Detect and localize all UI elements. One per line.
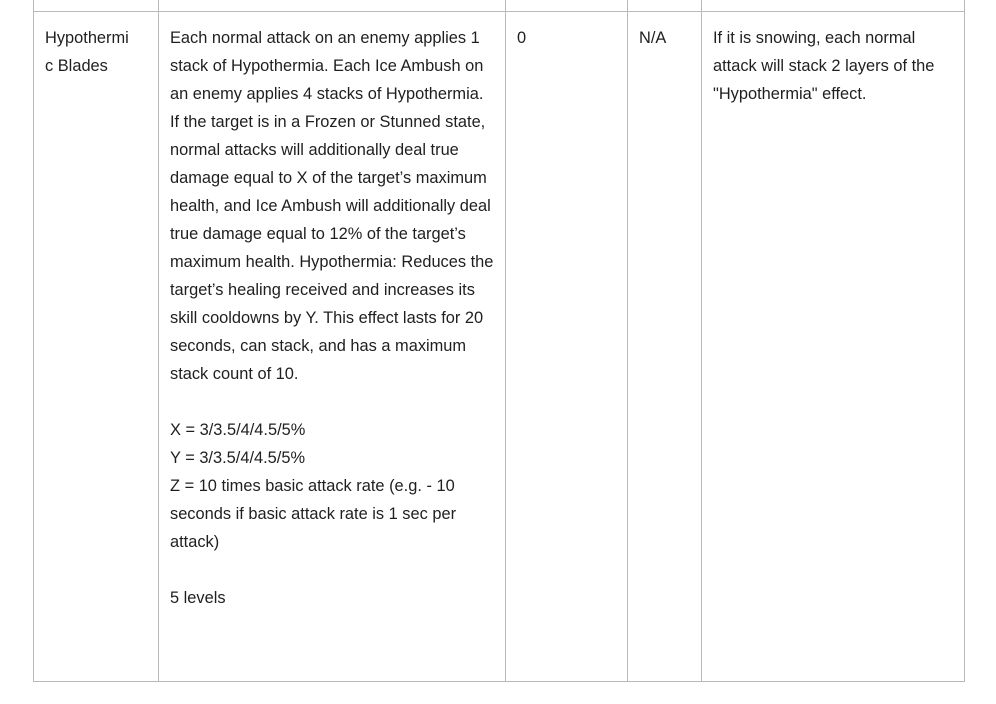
x-value-line: X = 3/3.5/4/4.5/5%	[170, 421, 306, 439]
snow-note: If it is snowing, each normal attack will stack 2 layers of the "Hypothermia" effect.	[713, 29, 935, 103]
na-cell: N/A	[628, 0, 702, 681]
description-main: Each normal attack on an enemy applies 1 stack of Hypothermia. Each Ice Ambush on an enemy applies 4 stacks of Hypothermia. If the target is in a Frozen or Stunned state, normal attacks will additionally deal true damage equal to X of the target’s maximum health, and Ice Ambush will additionally deal true damage equal to 12% of the target’s maximum health. Hypothermia: Reduces the target’s healing received and increases its skill cooldowns by Y. This effect lasts for 20 seconds, can stack, and has a maximum stack count of 10.	[170, 29, 494, 383]
skill-name-line-2: c Blades	[45, 57, 108, 75]
levels-line: 5 levels	[170, 589, 226, 607]
skill-name-line-1: Hypothermi	[45, 29, 129, 47]
skill-name-cell	[34, 0, 159, 681]
z-value-line: Z = 10 times basic attack rate (e.g. - 10 seconds if basic attack rate is 1 sec per attack)	[170, 477, 457, 551]
description-spacer	[170, 388, 495, 416]
note-cell	[702, 0, 964, 681]
skill-table	[33, 0, 965, 682]
y-value-line: Y = 3/3.5/4/4.5/5%	[170, 449, 306, 467]
description-spacer-2	[170, 556, 495, 584]
value-cell: 0	[506, 0, 628, 681]
skill-description-cell	[159, 0, 506, 681]
